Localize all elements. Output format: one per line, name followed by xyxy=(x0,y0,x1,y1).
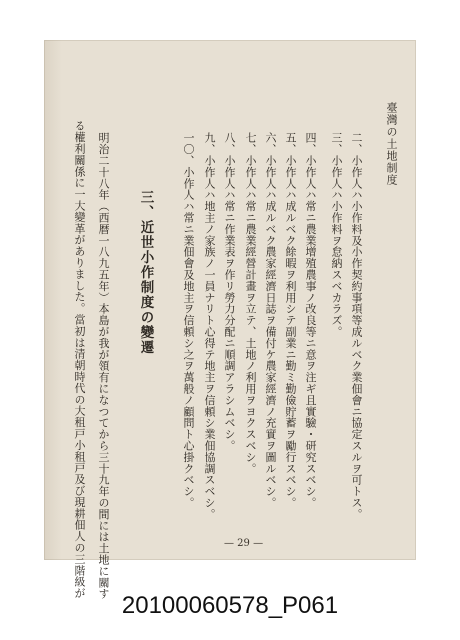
section-title: 三、近世小作制度の變遷 xyxy=(137,190,154,355)
list-item: 七、小作人ハ常ニ農業經營計畫ヲ立テ、土地ノ利用ヲヨクスベシ。 xyxy=(244,132,257,474)
paragraph-line: る權利關係に一大變革がありました。當初は清朝時代の大租戸小租戸及び現耕佃人の三階級が xyxy=(73,120,86,599)
page-number: — 29 — xyxy=(224,538,264,549)
list-item: 六、小作人ハ成ルベク農家經濟日誌ヲ備付ケ農家經濟ノ充實ヲ圖ルベシ。 xyxy=(264,132,277,509)
list-item: 二、小作人ハ小作料及小作契約事項等成ルベク業佃會ニ協定スルヲ可トス。 xyxy=(350,132,363,520)
document-page xyxy=(44,40,416,600)
list-item: 三、小作人ハ小作料ヲ怠納スベカラズ。 xyxy=(330,132,343,338)
list-item: 八、小作人ハ常ニ作業表ヲ作リ勞力分配ニ順調アラシムベシ。 xyxy=(223,132,236,452)
paragraph-line: 明治二十八年（西暦一八九五年）本島が我が領有になつてから三十九年の間には土地に關す xyxy=(97,132,110,600)
running-header: 臺灣の土地制度 xyxy=(385,102,398,186)
list-item: 一〇、小作人ハ常ニ業佃會及地主ヲ信頼シ之ヲ萬般ノ顧問ト心掛クベシ。 xyxy=(182,132,195,509)
list-item: 九、小作人ハ地主ノ家族ノ一員ナリト心得テ地主ヲ信頼シ業佃協調スベシ。 xyxy=(203,132,216,520)
image-caption: 20100060578_P061 xyxy=(121,592,339,619)
list-item: 四、小作人ハ常ニ農業增殖農事ノ改良等ニ意ヲ注ギ且實驗・研究スベシ。 xyxy=(304,132,317,509)
list-item: 五、小作人ハ成ルベク餘暇ヲ利用シテ副業ニ勤ミ勤儉貯蓄ヲ勵行スベシ。 xyxy=(284,132,297,509)
